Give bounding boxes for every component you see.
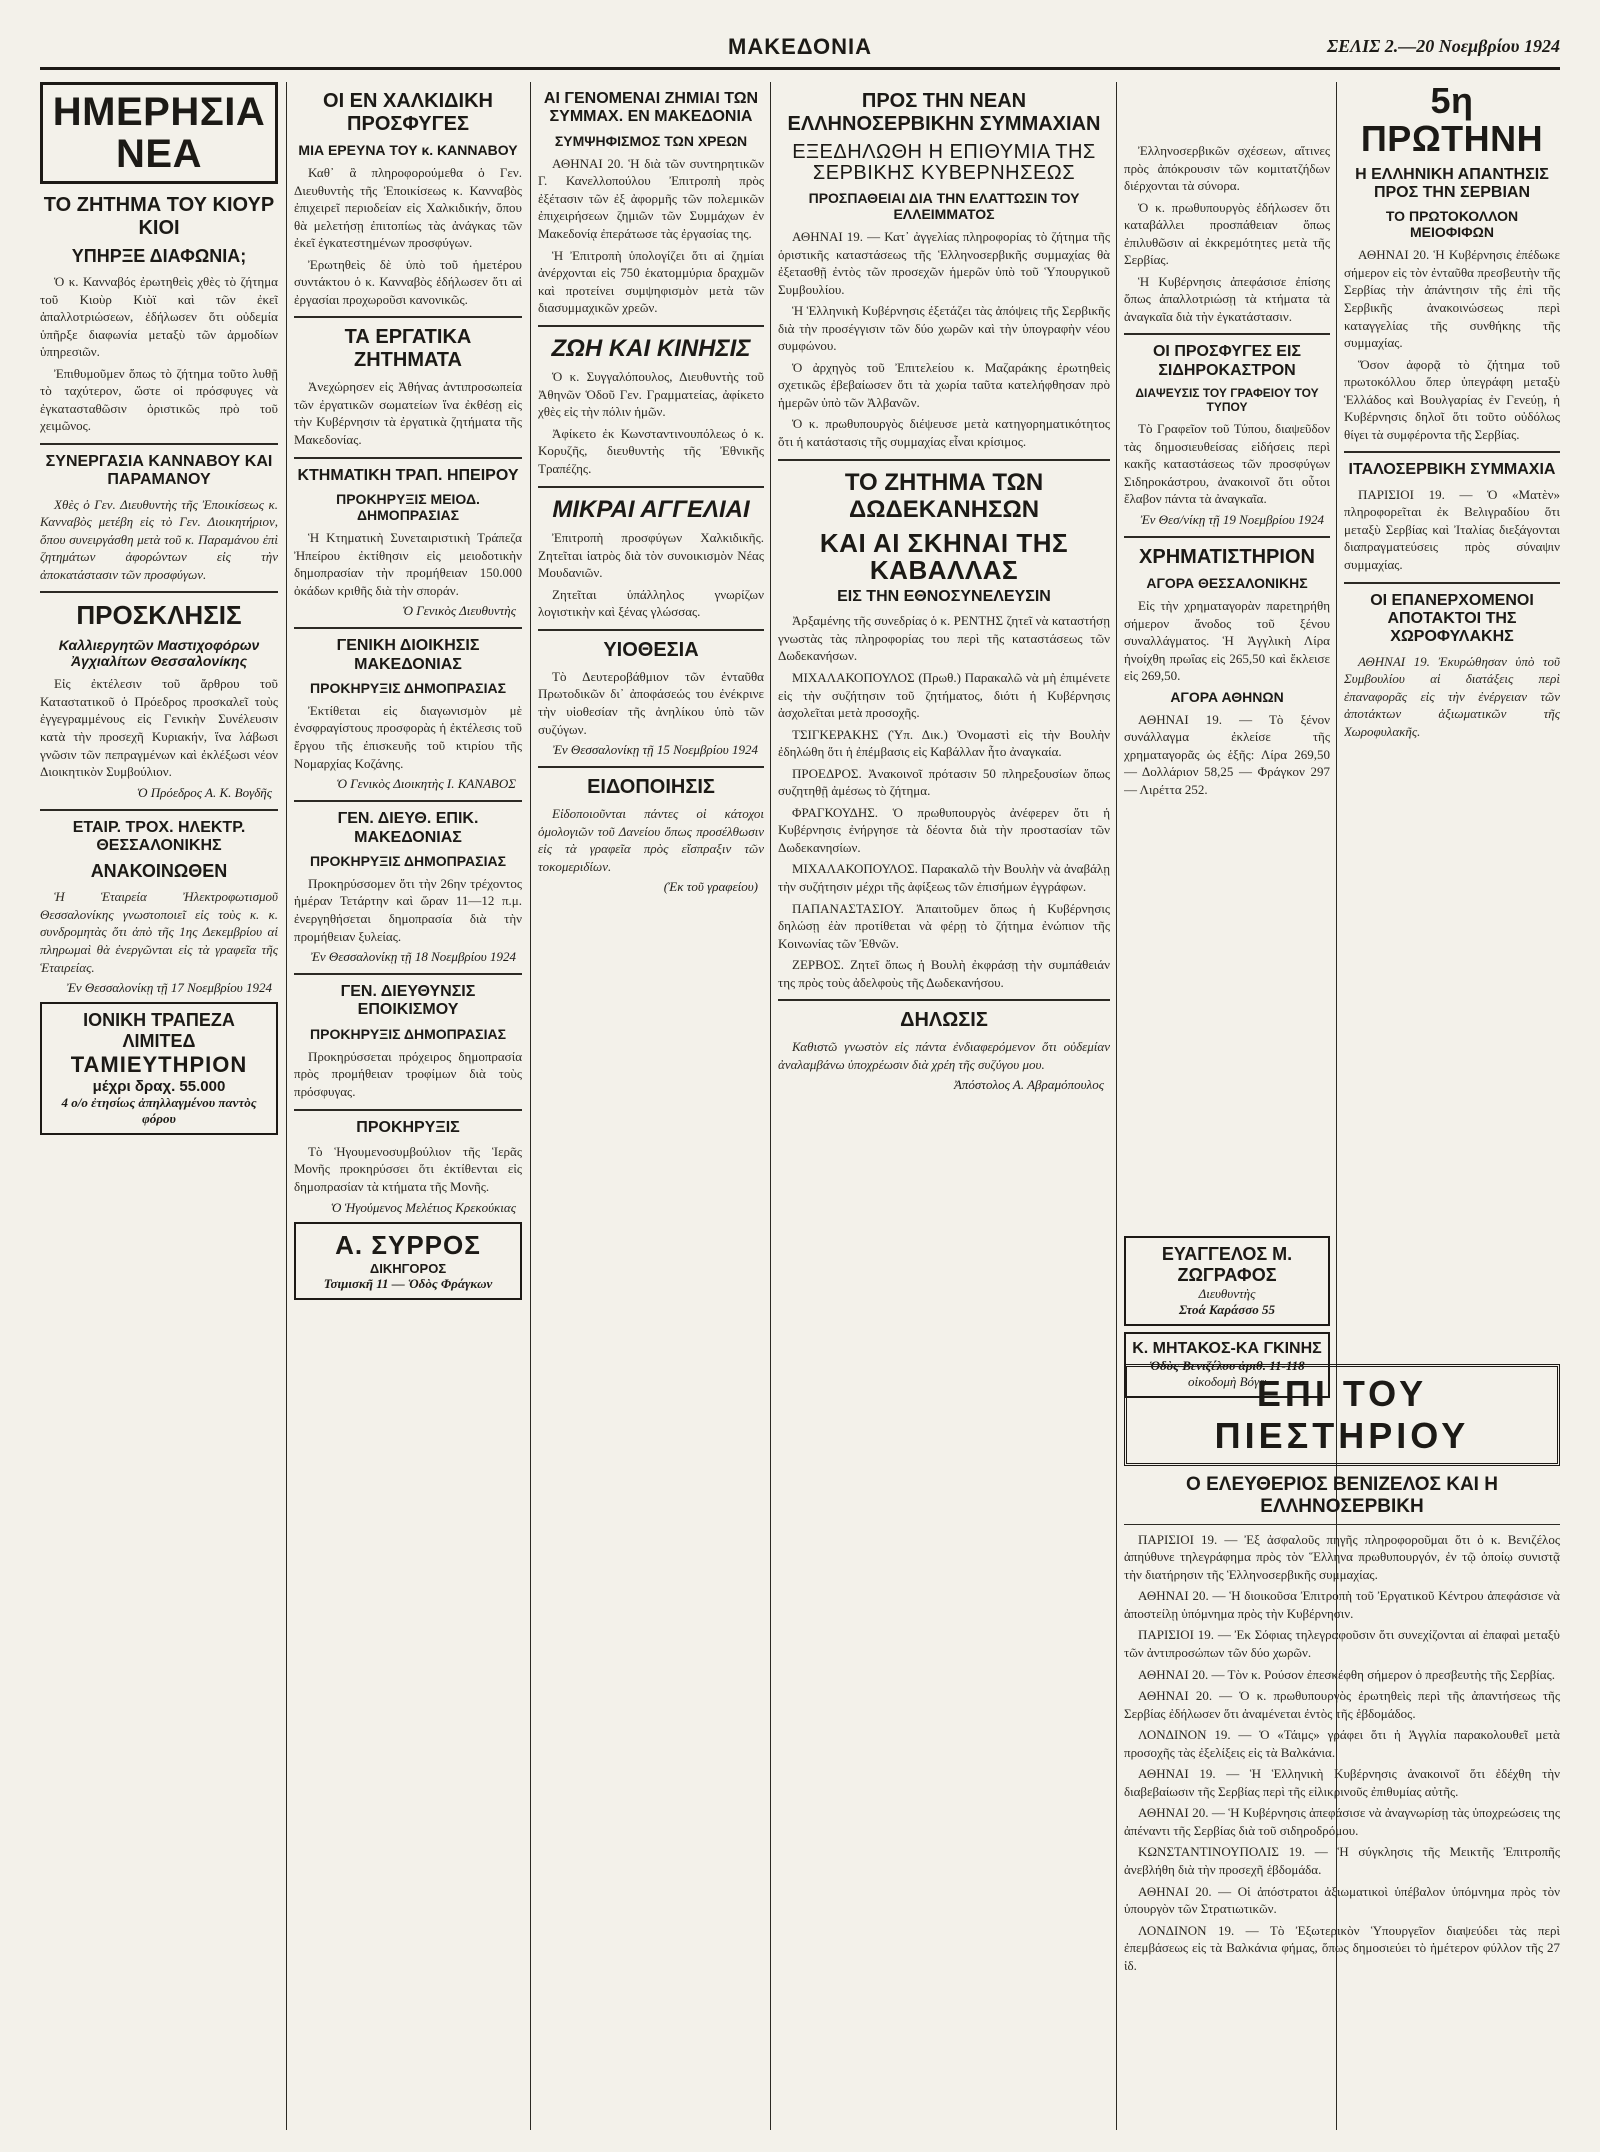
- lawyer-advertisement: [294, 1222, 522, 1300]
- lead-article-subtitle: ΠΡΟΣΠΑΘΕΙΑΙ ΔΙΑ ΤΗΝ ΕΛΑΤΤΩΣΙΝ ΤΟΥ ΕΛΛΕΙΜΜΑΤΟΣ: [808, 190, 1080, 222]
- classified-paragraph: Ζητεῖται ὑπάλληλος γνωρίζων λογιστικὴν καὶ ξένας γλώσσας.: [538, 586, 764, 620]
- classified-paragraph: Ἐπιτροπὴ προσφύγων Χαλκιδικῆς. Ζητεῖται ἰατρὸς διὰ τὸν συνοικισμὸν Νέας Μουδανιῶν.: [538, 530, 764, 581]
- feature-title: Ο ΕΛΕΥΘΕΡΙΟΣ ΒΕΝΙΖΕΛΟΣ ΚΑΙ Η ΕΛΛΗΝΟΣΕΡΒΙΚΗ: [1186, 1474, 1498, 1517]
- article-paragraph: ΠΑΠΑΝΑΣΤΑΣΙΟΥ. Ἀπαιτοῦμεν ὅπως ἡ Κυβέρνησις δηλώσῃ ἐὰν προτίθεται νὰ φέρῃ τὸ ζήτημα ἐνώπιον τῆς Κοινωνίας τῶν Ἐθνῶν.: [778, 900, 1110, 951]
- article-paragraph: Χθὲς ὁ Γεν. Διευθυντὴς τῆς Ἐποικίσεως κ. Κανναβὸς μετέβη εἰς τὸ Γεν. Διοικητήριον, ὅπου συνειργάσθη μετὰ τοῦ κ. Παραμάνου ἐπὶ ζητημάτων ἀφορώντων εἰς τὴν ἀποκατάστασιν τῶν προσφύγων.: [40, 496, 278, 582]
- notice-subtitle: ΑΝΑΚΟΙΝΩΘΕΝ: [90, 861, 228, 882]
- notice-paragraph: Εἰς ἐκτέλεσιν τοῦ ἄρθρου τοῦ Καταστατικοῦ ὁ Πρόεδρος προσκαλεῖ τοὺς ἐγγεγραμμένους εἰς Γενικὴν Συνέλευσιν κατὰ τὴν προσεχῆ Κυριακήν, ἵνα λάβωσι γνῶσιν τῶν πεπραγμένων καὶ ἐκλέξωσι νέον Διοικητικὸν Συμβούλιον.: [40, 676, 278, 780]
- ad-profession: ΔΙΚΗΓΟΡΟΣ: [369, 1260, 447, 1276]
- notice-paragraph: Ἐκτίθεται εἰς διαγωνισμὸν μὲ ἐνσφραγίστους προσφορὰς ἡ ἐκτέλεσις τοῦ ἔργου τῆς ἐπισκευῆς τοῦ κτιρίου τῆς Νομαρχίας Κοζάνης.: [294, 702, 522, 771]
- notice-signature: (Ἐκ τοῦ γραφείου): [663, 879, 758, 895]
- notice-subtitle: ΠΡΟΚΗΡΥΞΙΣ ΜΕΙΟΔ. ΔΗΜΟΠΡΑΣΙΑΣ: [336, 490, 480, 523]
- divider: [1344, 582, 1560, 584]
- divider: [1344, 451, 1560, 453]
- article-paragraph: Ὁ κ. πρωθυπουργὸς διέψευσε μετὰ κατηγορηματικότητος ὅτι ἡ κατάστασις τῆς συμμαχίας εἶναι κρίσιμος.: [778, 416, 1110, 450]
- notice-subtitle: ΠΡΟΚΗΡΥΞΙΣ ΔΗΜΟΠΡΑΣΙΑΣ: [310, 1025, 506, 1042]
- feature-block: [1124, 1360, 1560, 2130]
- divider: [538, 486, 764, 488]
- section-title: ΜΙΚΡΑΙ ΑΓΓΕΛΙΑΙ: [552, 495, 750, 523]
- notice-paragraph: Τὸ Ἡγουμενοσυμβούλιον τῆς Ἱερᾶς Μονῆς προκηρύσσει ὅτι ἐκτίθενται εἰς δημοπρασίαν τὰ κτήματα τῆς Μονῆς.: [294, 1143, 522, 1194]
- feature-paragraph: ΠΑΡΙΣΙΟΙ 19. — Ἐξ ἀσφαλοῦς πηγῆς πληροφοροῦμαι ὅτι ὁ κ. Βενιζέλος ἀπηύθυνε τηλεγράφημα πρὸς τὸν Ἕλληνα πρωθυπουργόν, ἐν τῷ ὁποίῳ συνιστᾷ τὴν διατήρησιν τῆς Ἑλληνοσερβικῆς συμμαχίας.: [1124, 1531, 1560, 1582]
- lead-article-headline: ΕΞΕΔΗΛΩΘΗ Η ΕΠΙΘΥΜΙΑ ΤΗΣ ΣΕΡΒΙΚΗΣ ΚΥΒΕΡΝΗΣΕΩΣ: [792, 141, 1096, 184]
- article-subtitle: ΥΠΗΡΞΕ ΔΙΑΦΩΝΙΑ;: [71, 246, 247, 266]
- divider: [294, 627, 522, 629]
- article-title: ΟΙ ΕΠΑΝΕΡΧΟΜΕΝΟΙ ΑΠΟΤΑΚΤΟΙ ΤΗΣ ΧΩΡΟΦΥΛΑΚΗΣ: [1370, 591, 1534, 646]
- notice-paragraph: Εἰδοποιοῦνται πάντες οἱ κάτοχοι ὁμολογιῶν τοῦ Δανείου ὅπως προσέλθωσιν εἰς τὰ γραφεῖα πρὸς εἴσπραξιν τῶν τοκομεριδίων.: [538, 806, 764, 874]
- ad-amount: μέχρι δραχ. 55.000: [92, 1078, 226, 1096]
- ad-address: Στοά Καράσσο 55: [1178, 1302, 1276, 1317]
- feature-paragraph: ΑΘΗΝΑΙ 20. — Τὸν κ. Ρούσον ἐπεσκέφθη σήμερον ὁ πρεσβευτὴς τῆς Σερβίας.: [1138, 1666, 1556, 1682]
- column-4: [778, 82, 1110, 2130]
- article-paragraph: Καθ᾽ ἃ πληροφορούμεθα ὁ Γεν. Διευθυντὴς τῆς Ἐποικίσεως κ. Κανναβὸς ἐπιχειρεῖ περιοδείαν εἰς Χαλκιδικήν, ὅπου θὰ μελετήσῃ ἐπιτοπίως τὰς ἀνάγκας τῶν ἐκεῖ ἐγκατεστημένων προσφύγων.: [294, 165, 522, 251]
- notice-paragraph: Προκηρύσσεται πρόχειρος δημοπρασία πρὸς προμήθειαν τροφίμων διὰ τοὺς πρόσφυγας.: [294, 1048, 522, 1099]
- notice-paragraph: Τὸ Δευτεροβάθμιον τῶν ἐνταῦθα Πρωτοδικῶν δι᾽ ἀποφάσεώς του ἐνέκρινε τὴν υἱοθεσίαν τῆς ἀνηλίκου ὑπὸ τῶν συζύγων.: [538, 668, 764, 737]
- article-title: ΑΙ ΓΕΝΟΜΕΝΑΙ ΖΗΜΙΑΙ ΤΩΝ ΣΥΜΜΑΧ. ΕΝ ΜΑΚΕΔΟΝΙΑ: [543, 90, 759, 126]
- divider: [1124, 1524, 1560, 1525]
- article-paragraph: ΑΘΗΝΑΙ 20. Ἡ Κυβέρνησις ἐπέδωκε σήμερον εἰς τὸν ἐνταῦθα πρεσβευτὴν τῆς Σερβίας τὴν ἀπάντησιν τῆς ἐπὶ τῆς Σερβικῆς ἀνακοινώσεως περὶ καταγγελίας τῆς συνθήκης τῆς συμμαχίας.: [1344, 247, 1560, 351]
- notice-title: ΕΙΔΟΠΟΙΗΣΙΣ: [587, 776, 715, 799]
- market-subtitle: ΑΓΟΡΑ ΘΕΣΣΑΛΟΝΙΚΗΣ: [1146, 574, 1308, 591]
- advertisement: [1124, 1236, 1330, 1326]
- feature-paragraph: ΑΘΗΝΑΙ 20. — Ἡ Κυβέρνησις ἀπεφάσισε νὰ ἀναγνωρίσῃ τὰς ὑποχρεώσεις της ἀπέναντι τῆς Σερβίας διὰ τοῦ σιδηροδρόμου.: [1124, 1805, 1560, 1838]
- article-subtitle: ΕΙΣ ΤΗΝ ΕΘΝΟΣΥΝΕΛΕΥΣΙΝ: [837, 588, 1051, 606]
- notice-paragraph: Ἡ Κτηματικὴ Συνεταιριστικὴ Τράπεζα Ἠπείρου ἐκτίθησιν εἰς μειοδοτικὴν δημοπρασίαν τὴν προμήθειαν 150.000 ὀκάδων κριθῆς διὰ τὴν σποράν.: [294, 529, 522, 598]
- divider: [294, 316, 522, 318]
- article-paragraph: Ἡ Ἑλληνικὴ Κυβέρνησις ἐξετάζει τὰς ἀπόψεις τῆς Σερβικῆς διὰ τὴν προσέγγισιν τῶν δύο χωρῶν καὶ τὴν ὑπογραφὴν νέου συμφώνου.: [778, 303, 1110, 354]
- notice-title: ΥΙΟΘΕΣΙΑ: [603, 638, 699, 661]
- divider: [538, 629, 764, 631]
- article-paragraph: Ἀρξαμένης τῆς συνεδρίας ὁ κ. ΡΕΝΤΗΣ ζητεῖ νὰ καταστήσῃ γνωστὰς τὰς πληροφορίας του περὶ τῆς καταστάσεως τῶν Δωδεκανήσων.: [778, 613, 1110, 664]
- divider: [778, 459, 1110, 461]
- notice-signature: Ἐν Θεσσαλονίκῃ τῇ 18 Νοεμβρίου 1924: [310, 949, 516, 965]
- column-rule: [286, 82, 287, 2130]
- notice-subtitle: Καλλιεργητῶν Μαστιχοφόρων Ἀγχιαλίτων Θεσσαλονίκης: [58, 637, 260, 670]
- article-paragraph: Ἀφίκετο ἐκ Κωνσταντινουπόλεως ὁ κ. Κορυζῆς, διευθυντὴς τῆς Ἐθνικῆς Τραπέζης.: [538, 425, 764, 477]
- article-paragraph: ΠΑΡΙΣΙΟΙ 19. — Ὁ «Ματὲν» πληροφορεῖται ἐκ Βελιγραδίου ὅτι μεταξὺ Σερβίας καὶ Ἰταλίας διεξάγονται διαπραγματεύσεις πρὸς σύναψιν συμμαχίας.: [1344, 486, 1560, 572]
- article-paragraph: Ἐρωτηθεὶς δὲ ὑπὸ τοῦ ἡμετέρου συντάκτου ὁ κ. Κανναβὸς ἐδήλωσεν ὅτι αἱ ἐργασίαι προχωροῦσι κανονικῶς.: [294, 256, 522, 307]
- ad-role: Διευθυντὴς: [1198, 1286, 1256, 1301]
- article-paragraph: ΑΘΗΝΑΙ 19. Ἐκυρώθησαν ὑπὸ τοῦ Συμβουλίου αἱ διατάξεις περὶ ἐπαναφορᾶς εἰς τὴν ἐνέργειαν τῶν ἀποτάκτων ἀξιωματικῶν τῆς Χωροφυλακῆς.: [1344, 653, 1560, 739]
- ad-address: Τσιμισκῆ 11 — Ὁδὸς Φράγκων: [323, 1275, 493, 1291]
- article-title: ΟΙ ΠΡΟΣΦΥΓΕΣ ΕΙΣ ΣΙΔΗΡΟΚΑΣΤΡΟΝ: [1152, 343, 1302, 379]
- article-title: ΤΑ ΕΡΓΑΤΙΚΑ ΖΗΤΗΜΑΤΑ: [344, 326, 472, 372]
- notice-signature: Ἀπόστολος Α. Αβραμόπουλος: [953, 1077, 1104, 1093]
- newspaper-page: [40, 30, 1560, 2130]
- article-paragraph: Ὁ ἀρχηγὸς τοῦ Ἐπιτελείου κ. Μαζαράκης ἐρωτηθεὶς σχετικῶς ἐβεβαίωσεν ὅτι τὰ χωρία ταῦτα κατελήφθησαν πρὸ ἡμερῶν ὑπὸ τῶν Ἀλβανῶν.: [778, 359, 1110, 410]
- feature-paragraph: ΑΘΗΝΑΙ 19. — Ἡ Ἑλληνικὴ Κυβέρνησις ἀνακοινοῖ ὅτι ἐδέχθη τὴν διαβεβαίωσιν τῆς Σερβίας περὶ τῆς εἰλικρινοῦς ἐπιθυμίας αὐτῆς.: [1124, 1766, 1560, 1799]
- divider: [40, 443, 278, 445]
- article-paragraph: Ἀνεχώρησεν εἰς Ἀθήνας ἀντιπροσωπεία τῶν ἐργατικῶν σωματείων ἵνα ἐκθέσῃ εἰς τὴν Κυβέρνησιν τὰ ἐργατικὰ ζητήματα τῆς Μακεδονίας.: [294, 379, 522, 448]
- article-title: ΟΙ ΕΝ ΧΑΛΚΙΔΙΚΗ ΠΡΟΣΦΥΓΕΣ: [323, 90, 493, 135]
- divider: [778, 999, 1110, 1001]
- column-5: [1124, 82, 1330, 1230]
- spacer: [1124, 82, 1330, 142]
- notice-title: ΓΕΝΙΚΗ ΔΙΟΙΚΗΣΙΣ ΜΑΚΕΔΟΝΙΑΣ: [336, 637, 480, 673]
- article-paragraph: Ὅσον ἀφορᾷ τὸ ζήτημα τοῦ πρωτοκόλλου ὅπερ ὑπεγράφη μεταξὺ Ἑλλάδος καὶ Βουλγαρίας ἐν Γενεύῃ, ἡ Κυβέρνησις δηλοῖ ὅτι τοῦτο οὐδόλως θίγει τὰ συμφέροντα τῆς Σερβίας.: [1344, 356, 1560, 442]
- feature-paragraph: ΛΟΝΔΙΝΟΝ 19. — Τὸ Ἐξωτερικὸν Ὑπουργεῖον διαψεύδει τὰς περὶ ἐπεμβάσεως εἰς τὰ Βαλκάνια φήμας, ὅπως δημοσιεύει τὸ ἡμέτερον φύλλον τῆς 27 ἰδ.: [1124, 1922, 1560, 1973]
- article-paragraph: ΜΙΧΑΛΑΚΟΠΟΥΛΟΣ. Παρακαλῶ τὴν Βουλὴν νὰ ἀναβάλῃ τὴν συζήτησιν μέχρι τῆς ἀφίξεως τῶν ἐπισήμων ἐγγράφων.: [778, 861, 1110, 894]
- notice-signature: Ὁ Ἡγούμενος Μελέτιος Κρεκούκιας: [330, 1199, 516, 1215]
- masthead: [40, 30, 1560, 70]
- divider: [538, 766, 764, 768]
- feature-paragraph: ΑΘΗΝΑΙ 20. — Ὁ κ. πρωθυπουργὸς ἐρωτηθεὶς περὶ τῆς ἀπαντήσεως τῆς Σερβίας ἐδήλωσεν ὅτι ἀναμένεται ἐντὸς τῆς ἑβδομάδος.: [1124, 1688, 1560, 1721]
- ad-interest: 4 ο/ο ἐτησίως ἀπηλλαγμένου παντὸς φόρου: [61, 1095, 257, 1127]
- market-subtitle: ΑΓΟΡΑ ΑΘΗΝΩΝ: [1170, 688, 1284, 705]
- notice-title: ΓΕΝ. ΔΙΕΥΘΥΝΣΙΣ ΕΠΟΙΚΙΣΜΟΥ: [340, 983, 476, 1019]
- article-subtitle: ΤΟ ΠΡΩΤΟΚΟΛΛΟΝ ΜΕΙΟΦΙΦΩΝ: [1385, 208, 1519, 241]
- feature-paragraph: ΚΩΝΣΤΑΝΤΙΝΟΥΠΟΛΙΣ 19. — Ἡ σύγκλησις τῆς Μεικτῆς Ἐπιτροπῆς ἀνεβλήθη διὰ τὴν προσεχῆ ἑβδομάδα.: [1124, 1844, 1560, 1877]
- notice-signature: Ἐν Θεσσαλονίκῃ τῇ 17 Νοεμβρίου 1924: [66, 980, 272, 996]
- ad-name: Α. ΣΥΡΡΟΣ: [335, 1229, 481, 1260]
- edition-title: 5η ΠΡΩΤΗΝΗ: [1360, 82, 1544, 159]
- article-signature: Ἐν Θεσ/νίκῃ τῇ 19 Νοεμβρίου 1924: [1140, 511, 1324, 527]
- notice-paragraph: Προκηρύσσομεν ὅτι τὴν 26ην τρέχοντος ἡμέραν Τετάρτην καὶ ὥραν 11—12 π.μ. ἐνεργηθήσεται δημοπρασία διὰ τὴν προμήθειαν ξυλείας.: [294, 875, 522, 944]
- article-paragraph: Τὸ Γραφεῖον τοῦ Τύπου, διαψεῦδον τὰς δημοσιευθείσας εἰδήσεις περὶ κακῆς καταστάσεως τῶν προσφύγων Σιδηροκάστρου, ἀνακοινοῖ ὅτι οὗτοι ἔλαβον πάντα τὰ ἀναγκαῖα.: [1124, 421, 1330, 507]
- notice-title: ΠΡΟΣΚΛΗΣΙΣ: [76, 600, 242, 631]
- divider: [294, 457, 522, 459]
- column-1: [40, 82, 278, 2130]
- feature-banner: ΕΠΙ ΤΟΥ ΠΙΕΣΤΗΡΙΟΥ: [1124, 1364, 1560, 1466]
- article-paragraph: ΠΡΟΕΔΡΟΣ. Ἀνακοινοῖ πρότασιν 50 πληρεξουσίων ὅπως συζητηθῇ ἀμέσως τὸ ζήτημα.: [778, 765, 1110, 799]
- masthead-title: ΜΑΚΕΔΟΝΙΑ: [728, 34, 872, 59]
- notice-title: ΚΤΗΜΑΤΙΚΗ ΤΡΑΠ. ΗΠΕΙΡΟΥ: [297, 466, 519, 484]
- article-title: ΤΟ ΖΗΤΗΜΑ ΤΩΝ ΔΩΔΕΚΑΝΗΣΩΝ: [844, 468, 1044, 524]
- column-6: [1344, 82, 1560, 1230]
- market-paragraph: Εἰς τὴν χρηματαγορὰν παρετηρήθη σήμερον ἄνοδος τοῦ ξένου συναλλάγματος. Ἡ Ἀγγλικὴ Λίρα ἠνοίχθη πρωΐας εἰς 265,50 καὶ ἔκλεισε εἰς 269,50.: [1124, 597, 1330, 684]
- notice-title: ΕΤΑΙΡ. ΤΡΟΧ. ΗΛΕΚΤΡ. ΘΕΣΣΑΛΟΝΙΚΗΣ: [72, 818, 246, 854]
- section-title: ΖΩΗ ΚΑΙ ΚΙΝΗΣΙΣ: [551, 334, 751, 362]
- notice-paragraph: Καθιστῶ γνωστὸν εἰς πάντα ἐνδιαφερόμενον ὅτι οὐδεμίαν ἀναλαμβάνω ὑποχρέωσιν διὰ χρέη τῆς συζύγου μου.: [778, 1039, 1110, 1072]
- article-paragraph: Ἡ Κυβέρνησις ἀπεφάσισε ἐπίσης ὅπως ἀπαλλοτριώσῃ τὰ κτήματα τὰ ἀναγκαῖα διὰ τὴν ἐγκατάστασιν.: [1124, 273, 1330, 324]
- market-paragraph: ΑΘΗΝΑΙ 19. — Τὸ ξένον συνάλλαγμα ἐκλείσε τῆς χρηματαγορᾶς ὡς ἑξῆς: Λίρα 269,50 — Δολλάριον 58,25 — Φράγκον 297 — Λιρέττα 252.: [1124, 711, 1330, 797]
- divider: [1124, 333, 1330, 335]
- ad-building: οἰκοδομὴ Βόγα: [1187, 1374, 1266, 1389]
- article-paragraph: Ἡ Ἐπιτροπὴ ὑπολογίζει ὅτι αἱ ζημίαι ἀνέρχονται εἰς 750 ἑκατομμύρια δραχμῶν καὶ προτείνει συμψηφισμὸν μετὰ τῶν διασυμμαχικῶν χρεῶν.: [538, 247, 764, 316]
- article-paragraph: ΑΘΗΝΑΙ 19. — Κατ᾽ ἀγγελίας πληροφορίας τὸ ζήτημα τῆς ὁριστικῆς καταστάσεως τῆς Ἑλληνοσερβικῆς συμμαχίας θὰ ἐξετασθῇ ἐντὸς τῶν προσεχῶν ἡμερῶν ὑπὸ τοῦ Ὑπουργικοῦ Συμβουλίου.: [778, 229, 1110, 297]
- article-subtitle: ΣΥΜΨΗΦΙΣΜΟΣ ΤΩΝ ΧΡΕΩΝ: [554, 132, 748, 149]
- column-rule: [1116, 82, 1117, 2130]
- article-paragraph: ΦΡΑΓΚΟΥΔΗΣ. Ὁ πρωθυπουργὸς ἀνέφερεν ὅτι ἡ Κυβέρνησις ἐνήργησε τὰ δέοντα διὰ τὴν προστασίαν τῶν Δωδεκανησίων.: [778, 804, 1110, 855]
- article-title: ΙΤΑΛΟΣΕΡΒΙΚΗ ΣΥΜΜΑΧΙΑ: [1348, 461, 1556, 479]
- divider: [1124, 536, 1330, 538]
- article-paragraph: Ὁ κ. Κανναβός ἐρωτηθεὶς χθὲς τὸ ζήτημα τοῦ Κιοὺρ Κιὸϊ καὶ τῶν ἐκεῖ ἀπαλλοτριώσεων, ἐδήλωσεν ὅτι οὐδεμία ὑπῆρξε διαφωνία μεταξὺ τῶν ἀρμοδίων ὑπηρεσιῶν.: [40, 274, 278, 360]
- divider: [294, 1109, 522, 1111]
- notice-paragraph: Ἡ Ἑταιρεία Ἠλεκτροφωτισμοῦ Θεσσαλονίκης γνωστοποιεῖ εἰς τοὺς κ. κ. συνδρομητὰς ὅτι ἀπὸ τῆς 1ης Δεκεμβρίου αἱ πληρωμαὶ θὰ ἐνεργῶνται εἰς τὰ γραφεῖα τῆς Ἑταιρείας.: [40, 889, 278, 975]
- notice-subtitle: ΠΡΟΚΗΡΥΞΙΣ ΔΗΜΟΠΡΑΣΙΑΣ: [310, 852, 506, 869]
- article-paragraph: Ἐλληνοσερβικῶν σχέσεων, αἵτινες πρὸς ἀπόκρουσιν τῶν κομιτατζήδων διέρχονται τὰ σύνορα.: [1124, 143, 1330, 194]
- divider: [538, 325, 764, 327]
- notice-subtitle: ΠΡΟΚΗΡΥΞΙΣ ΔΗΜΟΠΡΑΣΙΑΣ: [310, 679, 506, 696]
- article-title: ΤΟ ΖΗΤΗΜΑ ΤΟΥ ΚΙΟΥΡ ΚΙΟΙ: [43, 194, 275, 239]
- ad-address: Ὁδὸς Βενιζέλου ἀριθ. 11-118: [1149, 1358, 1305, 1373]
- article-paragraph: Ὁ κ. Συγγαλόπουλος, Διευθυντὴς τοῦ Ἀθηνῶν Ὁδοῦ Γεν. Γραμματείας, ἀφίκετο χθὲς εἰς τὴν πόλιν ἡμῶν.: [538, 369, 764, 420]
- feature-paragraph: ΠΑΡΙΣΙΟΙ 19. — Ἐκ Σόφιας τηλεγραφοῦσιν ὅτι συνεχίζονται αἱ ἐπαφαὶ μεταξὺ τῶν ἀντιπροσώπων τῶν δύο χωρῶν.: [1124, 1627, 1560, 1660]
- article-title: ΣΥΝΕΡΓΑΣΙΑ ΚΑΝΝΑΒΟΥ ΚΑΙ ΠΑΡΑΜΑΝΟΥ: [45, 452, 273, 489]
- column-2: [294, 82, 522, 2130]
- ad-name: Κ. ΜΗΤΑΚΟΣ-ΚΑ ΓΚΙΝΗΣ: [1132, 1340, 1322, 1357]
- feature-paragraph: ΑΘΗΝΑΙ 20. — Ἡ διοικοῦσα Ἐπιτροπὴ τοῦ Ἐργατικοῦ Κέντρου ἀπεφάσισε νὰ ἀποστείλῃ ὑπόμνημα πρὸς τὴν Κυβέρνησιν.: [1124, 1588, 1560, 1621]
- daily-news-header: ΗΜΕΡΗΣΙΑ ΝΕΑ: [52, 90, 266, 176]
- article-paragraph: ΖΕΡΒΟΣ. Ζητεῖ ὅπως ἡ Βουλὴ ἐκφράσῃ τὴν συμπάθειάν της πρὸς τοὺς ἀδελφοὺς τῆς Δωδεκανήσου.: [778, 957, 1110, 990]
- divider: [294, 973, 522, 975]
- article-paragraph: ΜΙΧΑΛΑΚΟΠΟΥΛΟΣ (Πρωθ.) Παρακαλῶ νὰ μὴ ἐπιμένετε εἰς τὴν συζήτησιν τοῦ ζητήματος, διότι ἡ Κυβέρνησις ἀσχολεῖται μετὰ προσοχῆς.: [778, 669, 1110, 721]
- notice-title: ΠΡΟΚΗΡΥΞΙΣ: [356, 1118, 460, 1136]
- article-subtitle: ΔΙΑΨΕΥΣΙΣ ΤΟΥ ΓΡΑΦΕΙΟΥ ΤΟΥ ΤΥΠΟΥ: [1135, 386, 1319, 415]
- article-paragraph: Ἐπιθυμοῦμεν ὅπως τὸ ζήτημα τοῦτο λυθῇ τὸ ταχύτερον, ὥστε οἱ πρόσφυγες νὰ ἐγκατασταθῶσιν ὁριστικῶς πρὸ τοῦ χειμῶνος.: [40, 365, 278, 434]
- column-3: [538, 82, 764, 2130]
- notice-signature: Ὁ Γενικὸς Διοικητὴς Ι. ΚΑΝΑΒΟΣ: [336, 776, 516, 792]
- notice-signature: Ὁ Πρόεδρος Α. Κ. Βογδῆς: [136, 784, 272, 800]
- ad-headline: ΤΑΜΙΕΥΤΗΡΙΟΝ: [70, 1052, 248, 1078]
- article-headline: ΚΑΙ ΑΙ ΣΚΗΝΑΙ ΤΗΣ ΚΑΒΑΛΛΑΣ: [819, 527, 1069, 586]
- divider: [294, 800, 522, 802]
- article-paragraph: ΑΘΗΝΑΙ 20. Ἡ διὰ τῶν συντηρητικῶν Γ. Κανελλοπούλου Ἐπιτροπὴ πρὸς ἐξέτασιν τῶν ἐξ ἀφορμῆς τῶν πολεμικῶν ἐπιχειρήσεων ζημιῶν τῶν Συμμάχων ἐν Μακεδονίᾳ ἐπεράτωσε τὰς ἐργασίας της.: [538, 155, 764, 241]
- article-subtitle: ΜΙΑ ΕΡΕΥΝΑ ΤΟΥ κ. ΚΑΝΝΑΒΟΥ: [298, 142, 518, 158]
- notice-title: ΓΕΝ. ΔΙΕΥΘ. ΕΠΙΚ. ΜΑΚΕΔΟΝΙΑΣ: [337, 810, 479, 846]
- column-rule: [770, 82, 771, 2130]
- daily-news-header-box: [40, 82, 278, 184]
- article-paragraph: ΤΣΙΓΚΕΡΑΚΗΣ (Ὑπ. Δικ.) Ὀνομαστὶ εἰς τὴν Βουλὴν ἐδηλώθη ὅτι ἡ ἐπέμβασις εἰς Καβάλλαν ἦτο ἀναγκαία.: [778, 726, 1110, 760]
- ad-name: ΕΥΑΓΓΕΛΟΣ Μ. ΖΩΓΡΑΦΟΣ: [1161, 1244, 1293, 1285]
- notice-signature: Ἐν Θεσσαλονίκῃ τῇ 15 Νοεμβρίου 1924: [552, 742, 758, 758]
- masthead-date: ΣΕΛΙΣ 2.—20 Νοεμβρίου 1924: [1326, 36, 1560, 56]
- feature-paragraph: ΑΘΗΝΑΙ 20. — Οἱ ἀπόστρατοι ἀξιωματικοὶ ὑπέβαλον ὑπόμνημα πρὸς τὸν ὑπουργὸν τῶν Στρατιωτικῶν.: [1124, 1883, 1560, 1917]
- divider: [40, 809, 278, 811]
- notice-signature: Ὁ Γενικὸς Διευθυντὴς: [402, 603, 516, 619]
- lead-article-title: ΠΡΟΣ ΤΗΝ ΝΕΑΝ ΕΛΛΗΝΟΣΕΡΒΙΚΗΝ ΣΥΜΜΑΧΙΑΝ: [787, 90, 1101, 135]
- bank-advertisement: [40, 1002, 278, 1135]
- market-title: ΧΡΗΜΑΤΙΣΤΗΡΙΟΝ: [1139, 545, 1315, 568]
- column-rule: [530, 82, 531, 2130]
- article-paragraph: Ὁ κ. πρωθυπουργὸς ἐδήλωσεν ὅτι καταβάλλει προσπάθειαν ὅπως ἐπιλυθῶσιν αἱ ἐκκρεμότητες μετὰ τῆς Σερβίας.: [1124, 199, 1330, 268]
- notice-title: ΔΗΛΩΣΙΣ: [900, 1009, 988, 1032]
- article-title: Η ΕΛΛΗΝΙΚΗ ΑΠΑΝΤΗΣΙΣ ΠΡΟΣ ΤΗΝ ΣΕΡΒΙΑΝ: [1355, 165, 1549, 201]
- feature-paragraph: ΛΟΝΔΙΝΟΝ 19. — Ὁ «Τάιμς» γράφει ὅτι ἡ Ἀγγλία παρακολουθεῖ μετὰ προσοχῆς τὰς ἐξελίξεις εἰς τὰ Βαλκάνια.: [1124, 1727, 1560, 1760]
- ad-bank-name: ΙΟΝΙΚΗ ΤΡΑΠΕΖΑ ΛΙΜΙΤΕΔ: [83, 1010, 235, 1052]
- divider: [40, 591, 278, 593]
